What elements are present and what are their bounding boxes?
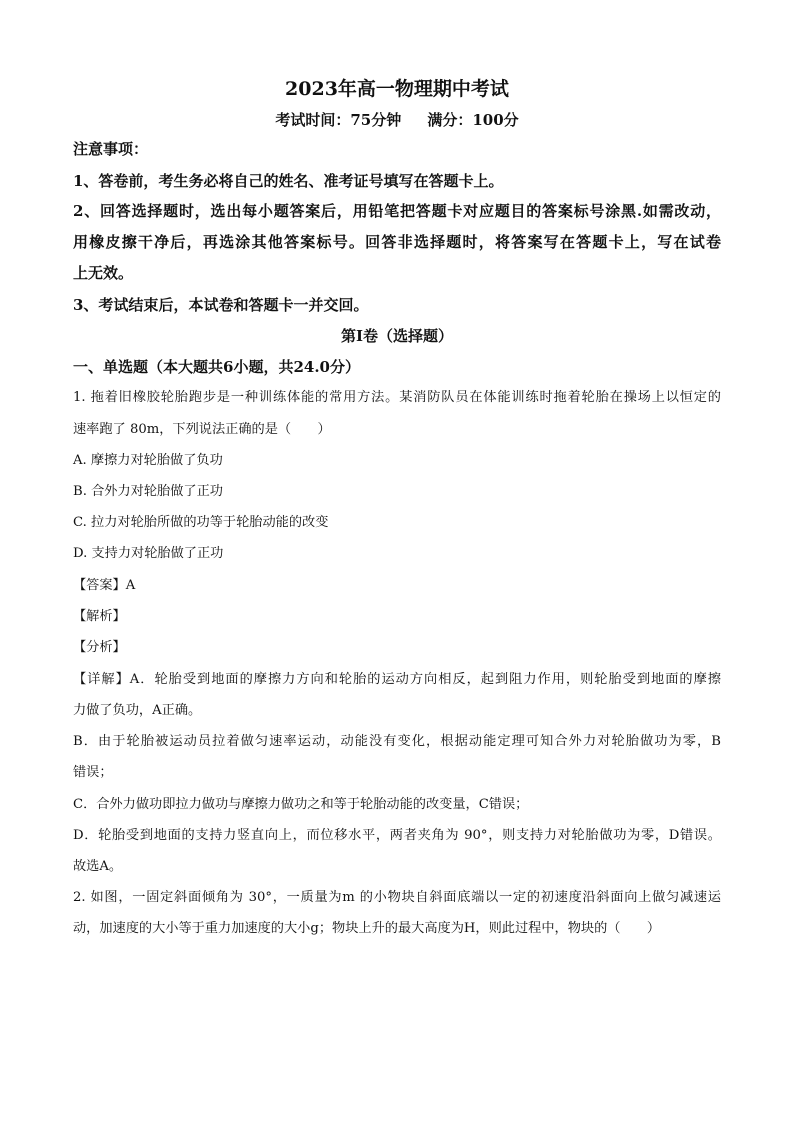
q1-detail-line-6: D．轮胎受到地面的支持力竖直向上，而位移水平，两者夹角为 90°，则支持力对轮胎做功为零，D错误。 — [73, 828, 721, 843]
notes-heading: 注意事项： — [73, 140, 149, 158]
q1-detail-line-3: B．由于轮胎被运动员拉着做匀速率运动，动能没有变化，根据动能定理可知合外力对轮胎做功为零，B — [73, 734, 721, 749]
note-line-1: 1、答卷前，考生务必将自己的姓名、准考证号填写在答题卡上。 — [73, 172, 504, 190]
q2-stem-line-1: 2. 如图，一固定斜面倾角为 30°，一质量为m 的小物块自斜面底端以一定的初速度沿斜面向上做匀减速运 — [73, 890, 721, 905]
note-line-5: 3、考试结束后，本试卷和答题卡一并交回。 — [73, 296, 369, 314]
q2-stem-line-2: 动，加速度的大小等于重力加速度的大小g；物块上升的最大高度为H，则此过程中，物块的（ ） — [73, 921, 661, 936]
q1-stem-line-2: 速率跑了 80m，下列说法正确的是（ ） — [73, 422, 331, 437]
q1-detail-line-2: 力做了负功，A正确。 — [73, 703, 202, 718]
q1-option-c: C. 拉力对轮胎所做的功等于轮胎动能的改变 — [73, 515, 329, 530]
q1-answer: 【答案】A — [73, 578, 136, 593]
note-line-3: 用橡皮擦干净后，再选涂其他答案标号。回答非选择题时，将答案写在答题卡上，写在试卷 — [73, 233, 721, 251]
note-line-2: 2、回答选择题时，选出每小题答案后，用铅笔把答题卡对应题目的答案标号涂黑.如需改动， — [73, 202, 721, 220]
q1-fenxi-label: 【分析】 — [73, 640, 126, 655]
note-line-4: 上无效。 — [73, 264, 134, 282]
exam-title: 2023年高一物理期中考试 — [285, 78, 509, 100]
q1-stem-line-1: 1. 拖着旧橡胶轮胎跑步是一种训练体能的常用方法。某消防队员在体能训练时拖着轮胎在操场上以恒定的 — [73, 390, 721, 405]
part-heading: 一、单选题（本大题共6小题，共24.0分） — [73, 358, 360, 376]
q1-option-d: D. 支持力对轮胎做了正功 — [73, 546, 224, 561]
q1-option-a: A. 摩擦力对轮胎做了负功 — [73, 453, 223, 468]
q1-detail-line-5: C．合外力做功即拉力做功与摩擦力做功之和等于轮胎动能的改变量，C错误； — [73, 797, 529, 812]
section-title: 第I卷（选择题） — [340, 327, 454, 345]
q1-option-b: B. 合外力对轮胎做了正功 — [73, 484, 223, 499]
q1-detail-line-1: 【详解】A．轮胎受到地面的摩擦力方向和轮胎的运动方向相反，起到阻力作用，则轮胎受到地面的摩擦 — [73, 672, 721, 687]
q1-jiexi-label: 【解析】 — [73, 609, 126, 624]
exam-time-and-score: 考试时间：75分钟 满分：100分 — [275, 111, 519, 129]
q1-conclusion: 故选A。 — [73, 859, 123, 874]
q1-detail-line-4: 错误； — [73, 765, 113, 780]
